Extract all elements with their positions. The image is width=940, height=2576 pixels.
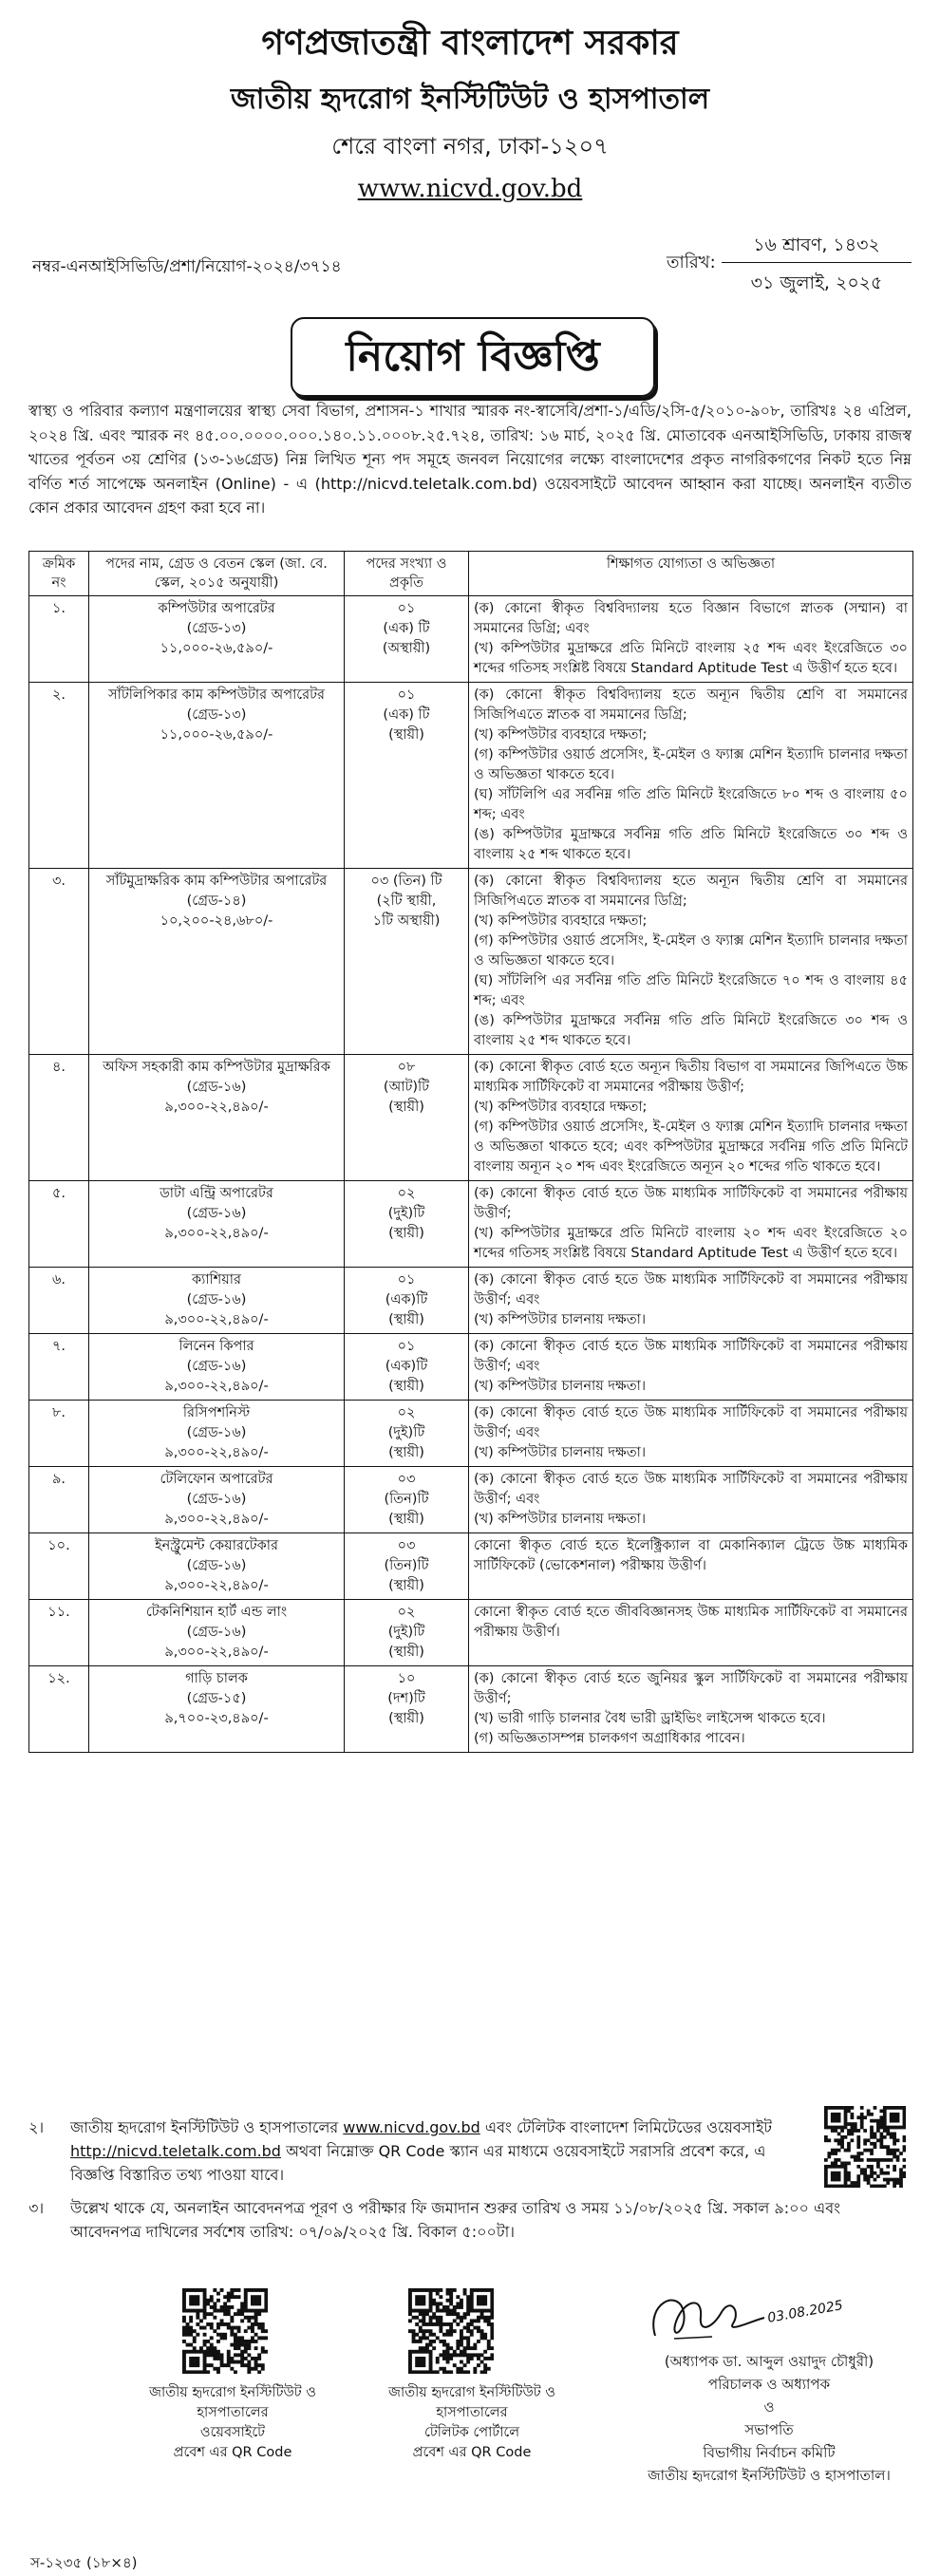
qr-caption-line: হাসপাতালের [436,2405,508,2420]
row-post [89,1268,345,1334]
note-2 [28,2115,912,2187]
note-2-text-c: অথবা নিম্নোক্ত QR Code স্ক্যান এর মাধ্যমে ওয়েবসাইটে সরাসরি প্রবেশ করে, এ বিজ্ঞপ্তি বিস্তারিত তথ্য পাওয়া যাবে। [70,2142,766,2184]
govt-heading: গণপ্রজাতন্ত্রী বাংলাদেশ সরকার [261,24,679,63]
count-line: ০১ [397,687,416,703]
row-serial: ১. [29,596,89,683]
post-line: ৯,৩০০-২২,৪৯০/- [164,1578,269,1593]
row-qualification [469,1666,913,1753]
row-serial: ১১. [29,1600,89,1666]
note-2-link-teletalk[interactable]: http://nicvd.teletalk.com.bd [70,2142,281,2160]
memo-number: নম্বর-এনআইসিভিডি/প্রশা/নিয়োগ-২০২৪/৩৭১৪ [32,257,342,276]
qualification-line: (ক) কোনো স্বীকৃত বোর্ড হতে উচ্চ মাধ্যমিক সার্টিফিকেট বা সমমানের পরীক্ষায় উত্তীর্ণ; [474,1186,908,1221]
qualification-line: (ঙ) কম্পিউটার মুদ্রাক্ষরে সর্বনিম্ন গতি প্রতি মিনিটে ইংরেজিতে ৩০ শব্দ ও বাংলায় ২৫ শব্দ থাকতে হবে। [474,827,908,862]
count-line: (স্থায়ী) [388,1711,424,1726]
qualification-line: (গ) কম্পিউটার ওয়ার্ড প্রসেসিং, ই-মেইল ও ফ্যাক্স মেশিন ইত্যাদি চালনার দক্ষতা ও অভিজ্ঞতা থাকতে হবে। [474,933,908,968]
note-3 [28,2196,912,2244]
table-row [29,596,913,683]
table-row [29,1401,913,1467]
notice-title-box [291,317,655,397]
row-count [345,596,469,683]
notes-block [28,2115,912,2244]
count-line: (স্থায়ী) [388,1100,424,1115]
row-qualification [469,1533,913,1600]
count-line: (স্থায়ী) [388,1445,424,1460]
post-line: ৯,৩০০-২২,৪৯০/- [164,1100,269,1115]
post-line: ৯,৭০০-২৩,৪৯০/- [164,1711,269,1726]
qualification-line: কোনো স্বীকৃত বোর্ড হতে জীববিজ্ঞানসহ উচ্চ মাধ্যমিক সার্টিফিকেট বা সমমানের পরীক্ষায় উত্তীর্ণ। [474,1605,908,1640]
qualification-line: (ক) কোনো স্বীকৃত বোর্ড হতে উচ্চ মাধ্যমিক সার্টিফিকেট বা সমমানের পরীক্ষায় উত্তীর্ণ; এবং [474,1405,908,1440]
jobs-table-body [29,596,913,1753]
signatory-title-1: পরিচালক ও অধ্যাপক [707,2376,831,2393]
qualification-line: (ক) কোনো স্বীকৃত বোর্ড হতে অন্যূন দ্বিতীয় বিভাগ বা সমমানের জিপিএতে উচ্চ মাধ্যমিক সার্টিফিকেট বা সমমানের পরীক্ষায় উত্তীর্ণ; [474,1060,908,1095]
qualification-line: (খ) কম্পিউটার চালনায় দক্ষতা। [474,1512,647,1527]
qualification-line: (ঙ) কম্পিউটার মুদ্রাক্ষরে সর্বনিম্ন গতি প্রতি মিনিটে ইংরেজিতে ৩০ শব্দ ও বাংলায় ২৫ শব্দ থাকতে হবে। [474,1013,908,1048]
qualification-line: (খ) কম্পিউটার মুদ্রাক্ষরে প্রতি মিনিটে বাংলায় ২৫ শব্দ এবং ইংরেজিতে ৩০ শব্দের গতিসহ সংশ্লিষ্ট বিষয়ে Standard Aptitude Test এ উত্তীর্ণ হতে হবে। [474,641,908,676]
table-row [29,1055,913,1181]
qr-caption-line: ওয়েবসাইটে [199,2425,266,2440]
qualification-line: (ক) কোনো স্বীকৃত বিশ্ববিদ্যালয় হতে অন্যূন দ্বিতীয় শ্রেণি বা সমমানের সিজিপিএতে স্নাতক বা সমমানের ডিগ্রি; [474,687,908,723]
row-count [345,1666,469,1753]
table-row [29,1533,913,1600]
table-row [29,1467,913,1533]
row-post [89,1401,345,1467]
date-label: তারিখ: [667,253,716,273]
qualification-line: (ক) কোনো স্বীকৃত বোর্ড হতে জুনিয়র স্কুল সার্টিফিকেট বা সমমানের পরীক্ষায় উত্তীর্ণ; [474,1671,908,1706]
count-line: (স্থায়ী) [388,1512,424,1527]
table-row [29,1268,913,1334]
count-line: (অস্থায়ী) [382,641,431,656]
post-line: (গ্রেড-১৫) [186,1691,247,1706]
signature-date: 03.08.2025 [766,2298,844,2326]
row-serial: ১০. [29,1533,89,1600]
qr-caption-line: প্রবেশ এর QR Code [412,2445,532,2460]
row-serial: ১২. [29,1666,89,1753]
count-line: (দশ)টি [387,1691,425,1706]
row-serial: ৯. [29,1467,89,1533]
post-line: ৯,৩০০-২২,৪৯০/- [164,1512,269,1527]
row-post [89,683,345,869]
post-line: (গ্রেড-১৬) [186,1492,247,1507]
row-count [345,1181,469,1268]
row-serial: ৪. [29,1055,89,1181]
count-line: (দুই)টি [387,1625,425,1640]
qualification-line: (খ) কম্পিউটার চালনায় দক্ষতা। [474,1379,647,1394]
qr-caption-line: জাতীয় হৃদরোগ ইনস্টিটিউট ও [149,2385,316,2400]
qualification-line: (ক) কোনো স্বীকৃত বোর্ড হতে উচ্চ মাধ্যমিক সার্টিফিকেট বা সমমানের পরীক্ষায় উত্তীর্ণ; এবং [474,1472,908,1507]
row-post [89,1666,345,1753]
qr-caption-line: হাসপাতালের [197,2405,269,2420]
post-line: গাড়ি চালক [185,1671,248,1686]
qualification-line: (খ) কম্পিউটার ব্যবহারে দক্ষতা; [474,727,648,743]
qr-caption-line: টেলিটক পোর্টালে [423,2425,520,2440]
qualification-line: (ক) কোনো স্বীকৃত বোর্ড হতে উচ্চ মাধ্যমিক সার্টিফিকেট বা সমমানের পরীক্ষায় উত্তীর্ণ; এবং [474,1339,908,1374]
date-divider [722,262,912,263]
count-line: (স্থায়ী) [388,1578,424,1593]
count-line: (দুই)টি [387,1425,425,1440]
count-line: (তিন)টি [384,1492,429,1507]
count-line: (এক)টি [385,1292,428,1307]
row-post [89,1600,345,1666]
header-serial: ক্রমিক নং [29,552,89,596]
row-count [345,1467,469,1533]
post-line: ৯,৩০০-২২,৪৯০/- [164,1445,269,1460]
qr-code-icon[interactable] [182,2288,268,2374]
row-qualification [469,869,913,1055]
count-line: ০২ [397,1186,416,1201]
row-serial: ৩. [29,869,89,1055]
row-qualification [469,1600,913,1666]
row-qualification [469,1401,913,1467]
post-line: সাঁটমুদ্রাক্ষরিক কাম কম্পিউটার অপারেটর [105,874,328,889]
row-count [345,1533,469,1600]
count-line: (২টি স্থায়ী, [376,893,437,909]
qualification-line: (খ) কম্পিউটার চালনায় দক্ষতা। [474,1445,647,1460]
date-bangla: ১৬ শ্রাবণ, ১৪৩২ [753,235,880,255]
row-count [345,869,469,1055]
post-line: অফিস সহকারী কাম কম্পিউটার মুদ্রাক্ষরিক [103,1060,330,1075]
header-count: পদের সংখ্যা ও প্রকৃতি [345,552,469,596]
post-line: ৯,৩০০-২২,৪৯০/- [164,1312,269,1327]
row-count [345,1334,469,1401]
row-count [345,1055,469,1181]
qualification-line: (গ) কম্পিউটার ওয়ার্ড প্রসেসিং, ই-মেইল ও ফ্যাক্স মেশিন ইত্যাদি চালনার দক্ষতা ও অভিজ্ঞতা থাকতে হবে; এবং কম্পিউটার মুদ্রাক্ষরে সর্বনিম্ন গতি প্রতি মিনিটে বাংলায় অন্যূন ২০ শব্দ এবং ইংরেজিতে অন্যূন ২০ শব্দের গতি থাকতে হবে। [474,1119,908,1175]
row-qualification [469,1334,913,1401]
count-line: (স্থায়ী) [388,1645,424,1660]
count-line: (আট)টি [383,1080,430,1095]
post-line: ক্যাশিয়ার [191,1272,241,1288]
post-line: (গ্রেড-১৬) [186,1425,247,1440]
post-line: ডাটা এন্ট্রি অপারেটর [160,1186,273,1201]
post-line: টেলিফোন অপারেটর [160,1472,273,1487]
row-count [345,1401,469,1467]
row-qualification [469,1181,913,1268]
qr-caption-teletalk [344,2383,600,2463]
qualification-line: (খ) ভারী গাড়ি চালনার বৈধ ভারী ড্রাইভিং লাইসেন্স থাকতে হবে। [474,1711,826,1726]
row-serial: ৭. [29,1334,89,1401]
date-english: ৩১ জুলাই, ২০২৫ [750,273,883,293]
count-line: (স্থায়ী) [388,1379,424,1394]
qr-code-icon[interactable] [408,2288,494,2374]
post-line: লিনেন কিপার [179,1339,254,1354]
note-3-body: উল্লেখ থাকে যে, অনলাইন আবেদনপত্র পূরণ ও পরীক্ষার ফি জমাদান শুরুর তারিখ ও সময় ১১/০৮/২০২৫ খ্রি. সকাল ৯:০০ এবং আবেদনপত্র দাখিলের সর্বশেষ তারিখ: ০৭/০৯/২০২৫ খ্রি. বিকাল ৫:০০টা। [70,2199,841,2241]
footer-code: স-১২৩৫ (১৮×৪) [30,2554,138,2571]
post-line: ৯,৩০০-২২,৪৯০/- [164,1379,269,1394]
qr-code-icon[interactable] [824,2106,906,2188]
qualification-line: (ক) কোনো স্বীকৃত বিশ্ববিদ্যালয় হতে বিজ্ঞান বিভাগে স্নাতক (সম্মান) বা সমমানের ডিগ্রি; এবং [474,601,908,636]
post-line: কম্পিউটার অপারেটর [158,601,275,616]
row-post [89,1181,345,1268]
row-qualification [469,683,913,869]
count-line: ১টি অস্থায়ী) [372,913,441,929]
post-line: টেকনিশিয়ান হার্ট এন্ড লাং [145,1605,288,1620]
count-line: ০৩ [397,1472,416,1487]
qualification-line: (ঘ) সাঁটলিপি এর সর্বনিম্ন গতি প্রতি মিনিটে ইংরেজিতে ৭০ শব্দ ও বাংলায় ৪৫ শব্দ; এবং [474,973,908,1008]
signature-block [636,2350,902,2487]
qualification-line: (গ) কম্পিউটার ওয়ার্ড প্রসেসিং, ই-মেইল ও ফ্যাক্স মেশিন ইত্যাদি চালনার দক্ষতা ও অভিজ্ঞতা থাকতে হবে। [474,747,908,782]
count-line: ০৮ [397,1060,416,1075]
signatory-title-3: বিভাগীয় নির্বাচন কমিটি [703,2444,836,2461]
qualification-line: (ঘ) সাঁটলিপি এর সর্বনিম্ন গতি প্রতি মিনিটে ইংরেজিতে ৮০ শব্দ ও বাংলায় ৫০ শব্দ; এবং [474,787,908,822]
qr-caption-website [104,2383,361,2463]
post-line: রিসিপশনিস্ট [182,1405,251,1420]
note-2-link-nicvd[interactable]: www.nicvd.gov.bd [343,2118,480,2136]
count-line: (স্থায়ী) [388,1226,424,1241]
post-line: ইনস্ট্রুমেন্ট কেয়ারটেকার [155,1538,278,1553]
table-row [29,1666,913,1753]
row-post [89,596,345,683]
count-line: ০৩ (তিন) টি [370,874,442,889]
signature-scribble [589,2284,902,2350]
qualification-line: কোনো স্বীকৃত বোর্ড হতে ইলেক্ট্রিক্যাল বা মেকানিক্যাল ট্রেডে উচ্চ মাধ্যমিক সার্টিফিকেট (ভোকেশনাল) পরীক্ষায় উত্তীর্ণ। [474,1538,908,1573]
jobs-table [28,551,913,1753]
post-line: ৯,৩০০-২২,৪৯০/- [164,1226,269,1241]
qualification-line: (খ) কম্পিউটার চালনায় দক্ষতা। [474,1312,647,1327]
note-2-number: ২। [28,2118,45,2136]
count-line: (তিন)টি [384,1558,429,1573]
row-post [89,1055,345,1181]
count-line: ০৩ [397,1538,416,1553]
date-block [722,226,912,302]
table-row [29,869,913,1055]
signature-icon [589,2284,902,2350]
row-qualification [469,1467,913,1533]
count-line: ০১ [397,1272,416,1288]
row-count [345,1268,469,1334]
count-line: (এক) টি [383,707,430,723]
post-line: (গ্রেড-১৬) [186,1558,247,1573]
count-line: (এক) টি [383,621,430,636]
post-line: (গ্রেড-১৩) [186,621,247,636]
row-count [345,1600,469,1666]
post-line: ১১,০০০-২৬,৫৯০/- [160,641,273,656]
note-3-number: ৩। [28,2199,45,2217]
institute-heading: জাতীয় হৃদরোগ ইনস্টিটিউট ও হাসপাতাল [230,83,710,116]
table-row [29,1334,913,1401]
qualification-line: (খ) কম্পিউটার ব্যবহারে দক্ষতা; [474,1100,648,1115]
count-line: (স্থায়ী) [388,1312,424,1327]
intro-paragraph: স্বাস্থ্য ও পরিবার কল্যাণ মন্ত্রণালয়ের স্বাস্থ্য সেবা বিভাগ, প্রশাসন-১ শাখার স্মারক নং-স্বাসেবি/প্রশা-১/এডি/২সি-৫/২০১০-৯০৮, তারিখঃ ২৪ এপ্রিল, ২০২৪ খ্রি. এবং স্মারক নং ৪৫.০০.০০০০.০০০.১৪০.১১.০০০৮.২৫.৭২৪, তারিখ: ১৬ মার্চ, ২০২৫ খ্রি. মোতাবেক এনআইসিভিডি, ঢাকায় রাজস্ব খাতের পূর্বতন ৩য় শ্রেণির (১৩-১৬গ্রেড) নিম্ন লিখিত শূন্য পদ সমূহে জনবল নিয়োগের লক্ষ্যে বাংলাদেশের প্রকৃত নাগরিকগণের নিকট হতে নিম্ন বর্ণিত শর্ত সাপেক্ষে অনলাইন (Online) - এ (http://nicvd.teletalk.com.bd) ওয়েবসাইটে আবেদন আহ্বান করা যাচ্ছে। অনলাইন ব্যতীত কোন প্রকার আবেদন গ্রহণ করা হবে না। [28,402,912,517]
address-line: শেরে বাংলা নগর, ঢাকা-১২০৭ [331,133,609,160]
qualification-line: (খ) কম্পিউটার মুদ্রাক্ষরে প্রতি মিনিটে বাংলায় ২০ শব্দ এবং ইংরেজিতে ২০ শব্দের গতিসহ সংশ্লিষ্ট বিষয়ে Standard Aptitude Test এ উত্তীর্ণ হতে হবে। [474,1226,908,1261]
post-line: (গ্রেড-১৩) [186,707,247,723]
header-post: পদের নাম, গ্রেড ও বেতন স্কেল (জা. বে. স্কেল, ২০১৫ অনুযায়ী) [89,552,345,596]
qualification-line: (গ) অভিজ্ঞতাসম্পন্ন চালকগণ অগ্রাধিকার পাবেন। [474,1731,745,1746]
table-header-row [29,552,913,596]
note-2-text-a: জাতীয় হৃদরোগ ইনস্টিটিউট ও হাসপাতালের [70,2118,339,2136]
qr-pattern [408,2288,494,2374]
post-line: সাঁটলিপিকার কাম কম্পিউটার অপারেটর [108,687,325,703]
row-count [345,683,469,869]
row-post [89,1467,345,1533]
post-line: (গ্রেড-১৬) [186,1359,247,1374]
count-line: ০২ [397,1605,416,1620]
row-post [89,1533,345,1600]
table-row [29,683,913,869]
row-serial: ৮. [29,1401,89,1467]
signatory-title-2: সভাপতি [744,2421,794,2438]
row-qualification [469,1268,913,1334]
count-line: ১০ [397,1671,416,1686]
qr-pattern [824,2106,906,2188]
qualification-line: (ক) কোনো স্বীকৃত বিশ্ববিদ্যালয় হতে অন্যূন দ্বিতীয় শ্রেণি বা সমমানের সিজিপিএতে স্নাতক বা সমমানের ডিগ্রি; [474,874,908,909]
header-qualification: শিক্ষাগত যোগ্যতা ও অভিজ্ঞতা [469,552,913,596]
post-line: (গ্রেড-১৬) [186,1625,247,1640]
row-post [89,1334,345,1401]
count-line: (এক)টি [385,1359,428,1374]
note-2-body [70,2115,773,2187]
post-line: ৯,৩০০-২২,৪৯০/- [164,1645,269,1660]
post-line: (গ্রেড-১৬) [186,1206,247,1221]
qualification-line: (ক) কোনো স্বীকৃত বোর্ড হতে উচ্চ মাধ্যমিক সার্টিফিকেট বা সমমানের পরীক্ষায় উত্তীর্ণ; এবং [474,1272,908,1307]
signatory-amp: ও [763,2398,775,2416]
count-line: ০১ [397,1339,416,1354]
post-line: (গ্রেড-১৬) [186,1292,247,1307]
qr-caption-line: জাতীয় হৃদরোগ ইনস্টিটিউট ও [388,2385,555,2400]
qr-caption-line: প্রবেশ এর QR Code [173,2445,292,2460]
row-qualification [469,596,913,683]
website-link[interactable]: www.nicvd.gov.bd [357,175,583,203]
post-line: (গ্রেড-১৬) [186,1080,247,1095]
row-post [89,869,345,1055]
row-qualification [469,1055,913,1181]
post-line: (গ্রেড-১৪) [186,893,247,909]
table-row [29,1181,913,1268]
table-row [29,1600,913,1666]
signatory-name: (অধ্যাপক ডা. আব্দুল ওয়াদুদ চৌধুরী) [664,2353,874,2370]
row-serial: ৬. [29,1268,89,1334]
signatory-title-4: জাতীয় হৃদরোগ ইনস্টিটিউট ও হাসপাতাল। [648,2467,891,2484]
count-line: ০২ [397,1405,416,1420]
count-line: (দুই)টি [387,1206,425,1221]
post-line: ১১,০০০-২৬,৫৯০/- [160,727,273,743]
note-2-text-b: এবং টেলিটক বাংলাদেশ লিমিটেডের ওয়েবসাইট [484,2118,773,2136]
count-line: (স্থায়ী) [388,727,424,743]
row-serial: ৫. [29,1181,89,1268]
qualification-line: (খ) কম্পিউটার ব্যবহারে দক্ষতা; [474,913,648,929]
notice-title: নিয়োগ বিজ্ঞপ্তি [346,332,600,381]
row-serial: ২. [29,683,89,869]
count-line: ০১ [397,601,416,616]
qr-pattern [182,2288,268,2374]
post-line: ১০,২০০-২৪,৬৮০/- [160,913,273,929]
